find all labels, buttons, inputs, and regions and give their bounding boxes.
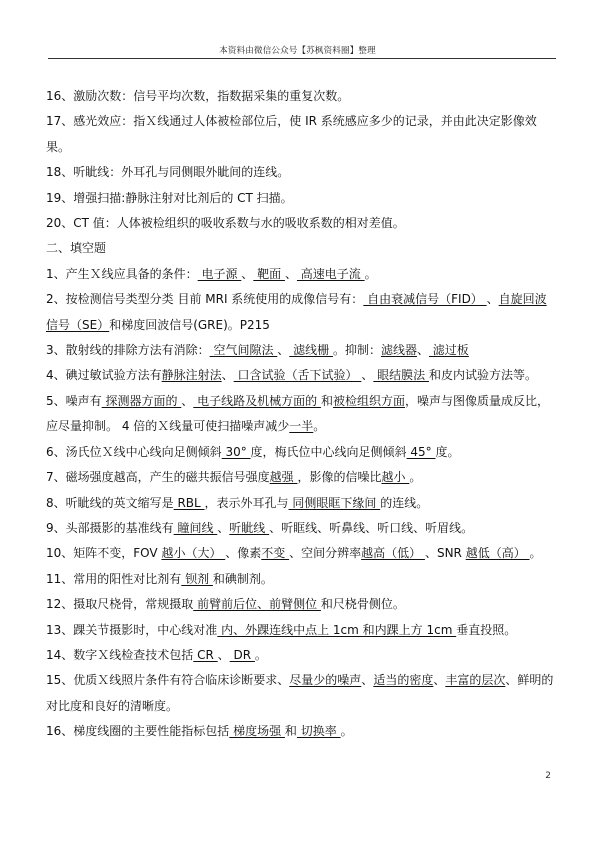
header-rule: [48, 58, 556, 59]
fill-7: 7、磁场强度越高，产生的磁共振信号强度越强 ，影像的信噪比越小 。: [46, 470, 422, 485]
page-header: 本资料由微信公众号【苏枫资料圈】整理: [219, 46, 376, 56]
fill-15: 15、优质Ｘ线照片条件有符合临床诊断要求、尽量少的噪声、适当的密度、丰富的层次、鲜明的对比度和良好的清晰度。: [46, 673, 554, 713]
page-number: 2: [545, 771, 551, 781]
fill-6: 6、汤氏位Ｘ线中心线向足侧倾斜 30° 度，梅氏位中心线向足侧倾斜 45° 度。: [46, 444, 460, 459]
item-16: 16、激励次数：信号平均次数，指数据采集的重复次数。: [46, 89, 350, 103]
item-19: 19、增强扫描:静脉注射对比剂后的 CT 扫描。: [46, 190, 293, 205]
item-18: 18、听眦线：外耳孔与同侧眼外眦间的连线。: [46, 165, 290, 180]
fill-2: 2、按检测信号类型分类 目前 MRI 系统使用的成像信号有： 自由衰减信号（FID） 、自旋回波信号（SE）和梯度回波信号(GRE)。P215: [46, 292, 547, 332]
item-20: 20、CT 值：人体被检组织的吸收系数与水的吸收系数的相对差值。: [46, 216, 405, 231]
fill-14: 14、数字Ｘ线检查技术包括 CR 、 DR 。: [46, 647, 267, 662]
fill-12: 12、摄取尺桡骨，常规摄取 前臂前后位、前臂侧位 和尺桡骨侧位。: [46, 597, 405, 612]
document-body: [46, 84, 558, 745]
fill-13: 13、踝关节摄影时，中心线对准 内、外踝连线中点上 1cm 和内踝上方 1cm 垂直投照。: [46, 622, 517, 637]
fill-10: 10、矩阵不变，FOV 越小（大） 、像素不变 、空间分辨率越高（低） 、SNR 越低（高） 。: [46, 546, 542, 561]
item-17: 17、感光效应：指Ｘ线通过人体被检部位后，使 IR 系统感应多少的记录，并由此决定影像效果。: [46, 114, 537, 154]
fill-1: 1、产生Ｘ线应具备的条件： 电子源 、 靶面 、 高速电子流 。: [46, 266, 377, 281]
section-heading: 二、填空题: [46, 241, 107, 256]
fill-9: 9、头部摄影的基准线有 瞳间线 、听眦线 、听眶线、听鼻线、听口线、听眉线。: [46, 520, 474, 535]
fill-3: 3、散射线的排除方法有消除： 空气间隙法 、 滤线栅 。抑制：滤线器、 滤过板: [46, 343, 469, 358]
fill-11: 11、常用的阳性对比剂有 钡剂 和碘制剂。: [46, 571, 273, 586]
fill-5: 5、噪声有 探测器方面的 、 电子线路及机械方面的 和被检组织方面，噪声与图像质量成反比，应尽量抑制。 4 倍的Ｘ线量可使扫描噪声减少一半。: [46, 393, 549, 434]
fill-4: 4、碘过敏试验方法有静脉注射法、 口含试验（舌下试验） 、 眼结膜法 和皮内试验方法等。: [46, 368, 537, 383]
fill-16: 16、梯度线圈的主要性能指标包括 梯度场强 和 切换率 。: [46, 724, 353, 739]
fill-8: 8、听眦线的英文缩写是 RBL ，表示外耳孔与 同侧眼眶下缘间 的连线。: [46, 495, 429, 510]
